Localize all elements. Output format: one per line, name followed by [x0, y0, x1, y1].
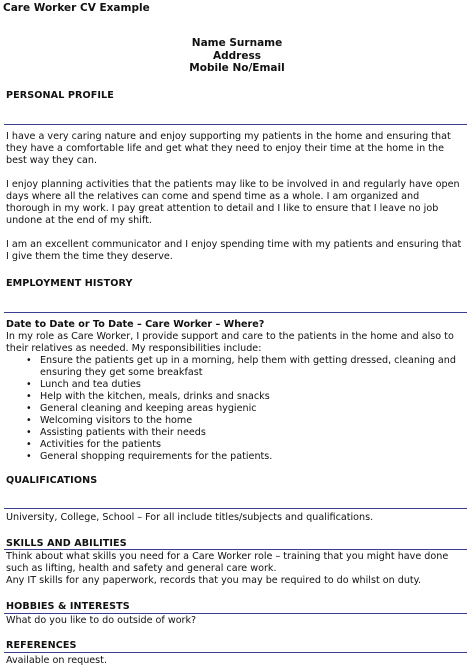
employment-entry [6, 319, 464, 463]
skills-text [6, 551, 464, 587]
document-title: Care Worker CV Example [3, 2, 150, 14]
section-divider [4, 613, 467, 614]
profile-paragraph: I have a very caring nature and enjoy supporting my patients in the home and ensuring that they have a comfortable life and get what they need to enjoy their time at the home in the best way they can. [6, 131, 451, 166]
list-item: • Activities for the patients [6, 439, 464, 451]
list-item: • Ensure the patients get up in a morning, help them with getting dressed, cleaning and ensuring they get some breakfast [6, 355, 464, 379]
list-item: • Lunch and tea duties [6, 379, 464, 391]
header-name: Name Surname [191, 37, 283, 49]
section-divider [4, 312, 467, 313]
section-divider [4, 508, 467, 509]
skills-paragraph: Think about what skills you need for a Care Worker role – training that you might have done such as lifting, health and safety and general care work. [6, 551, 449, 574]
hobbies-text: What do you like to do outside of work? [6, 615, 197, 626]
section-heading-hobbies: HOBBIES & INTERESTS [6, 601, 130, 612]
references-text: Available on request. [6, 655, 107, 666]
cv-header [0, 37, 474, 75]
profile-paragraph: I enjoy planning activities that the patients may like to be involved in and regularly have open days where all the relatives can come and spend time as a whole. I am organized and thorough in my work. I pay great attention to detail and I like to ensure that I leave no job undone at the end of my shift. [6, 179, 460, 226]
header-contact: Mobile No/Email [189, 62, 285, 74]
skills-paragraph: Any IT skills for any paperwork, records that you may be required to do whilst on duty. [6, 575, 422, 586]
section-heading-profile: PERSONAL PROFILE [6, 90, 114, 101]
section-divider [4, 652, 467, 653]
list-item: • General cleaning and keeping areas hygienic [6, 403, 464, 415]
job-title: Date to Date or To Date – Care Worker – Where? [6, 319, 265, 330]
profile-paragraph: I am an excellent communicator and I enjoy spending time with my patients and ensuring that I give them the time they deserve. [6, 239, 462, 262]
header-address: Address [213, 49, 261, 62]
list-item: • Welcoming visitors to the home [6, 415, 464, 427]
section-divider [4, 124, 467, 125]
section-divider [4, 549, 467, 550]
list-item: • Help with the kitchen, meals, drinks and snacks [6, 391, 464, 403]
section-heading-skills: SKILLS AND ABILITIES [6, 538, 127, 549]
list-item: • General shopping requirements for the patients. [6, 451, 464, 463]
duties-list [6, 355, 464, 463]
qualifications-text: University, College, School – For all include titles/subjects and qualifications. [6, 512, 374, 523]
section-heading-qualifications: QUALIFICATIONS [6, 475, 98, 486]
profile-text [6, 131, 464, 275]
section-heading-employment: EMPLOYMENT HISTORY [6, 278, 133, 289]
list-item: • Assisting patients with their needs [6, 427, 464, 439]
section-heading-references: REFERENCES [6, 640, 77, 651]
job-intro: In my role as Care Worker, I provide support and care to the patients in the home and also to their relatives as needed. My responsibilities include: [6, 331, 454, 354]
